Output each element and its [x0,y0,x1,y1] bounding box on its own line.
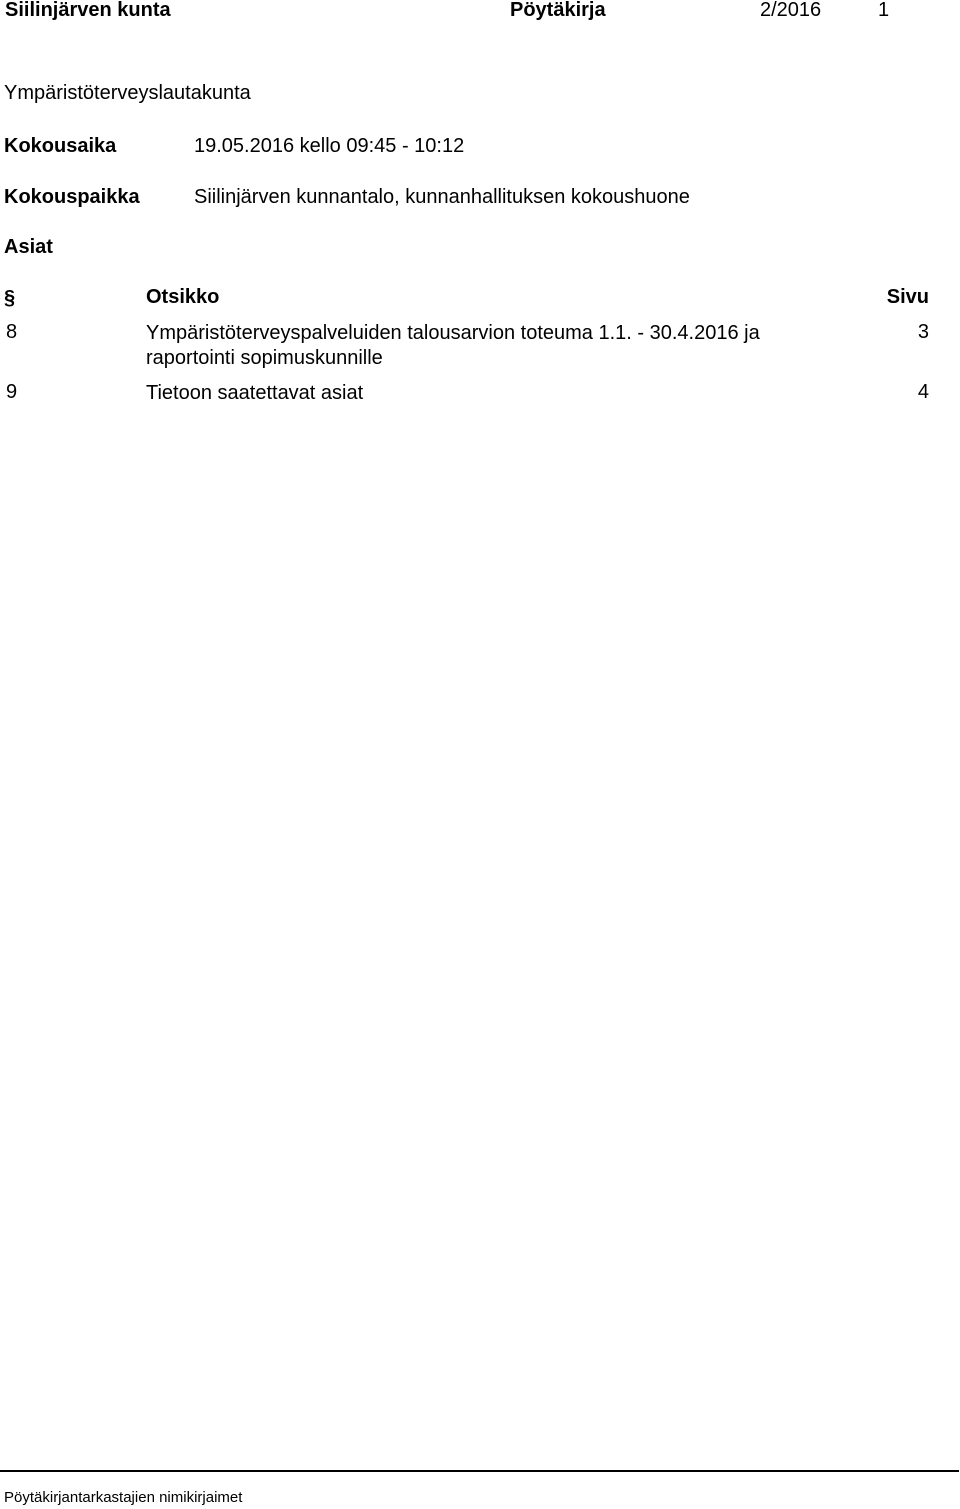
meeting-time-label: Kokousaika [4,135,117,157]
column-header-page: Sivu [886,286,929,308]
meeting-time-value: 19.05.2016 kello 09:45 - 10:12 [194,135,465,157]
page-number: 1 [878,0,890,21]
item-number: 9 [6,381,18,403]
footer-signatures-label: Pöytäkirjantarkastajien nimikirjaimet [4,1489,243,1506]
column-header-title: Otsikko [146,286,220,308]
agenda-title: Asiat [4,236,53,258]
item-number: 8 [6,321,18,343]
item-page: 4 [917,381,929,403]
organization-name: Siilinjärven kunta [5,0,171,21]
meeting-place-value: Siilinjärven kunnantalo, kunnanhallituksen kokoushuone [194,186,690,208]
section-sign-icon: § [4,287,16,309]
item-title[interactable]: Tietoon saatettavat asiat [146,382,364,404]
item-title[interactable]: Ympäristöterveyspalveluiden talousarvion toteuma 1.1. - 30.4.2016 ja raportointi sopimuskunnille [146,322,760,369]
document-type: Pöytäkirja [510,0,606,21]
footer-divider [0,1470,959,1472]
document-number: 2/2016 [760,0,822,21]
meeting-place-label: Kokouspaikka [4,186,140,208]
item-page: 3 [917,321,929,343]
committee-name: Ympäristöterveyslautakunta [4,82,251,104]
